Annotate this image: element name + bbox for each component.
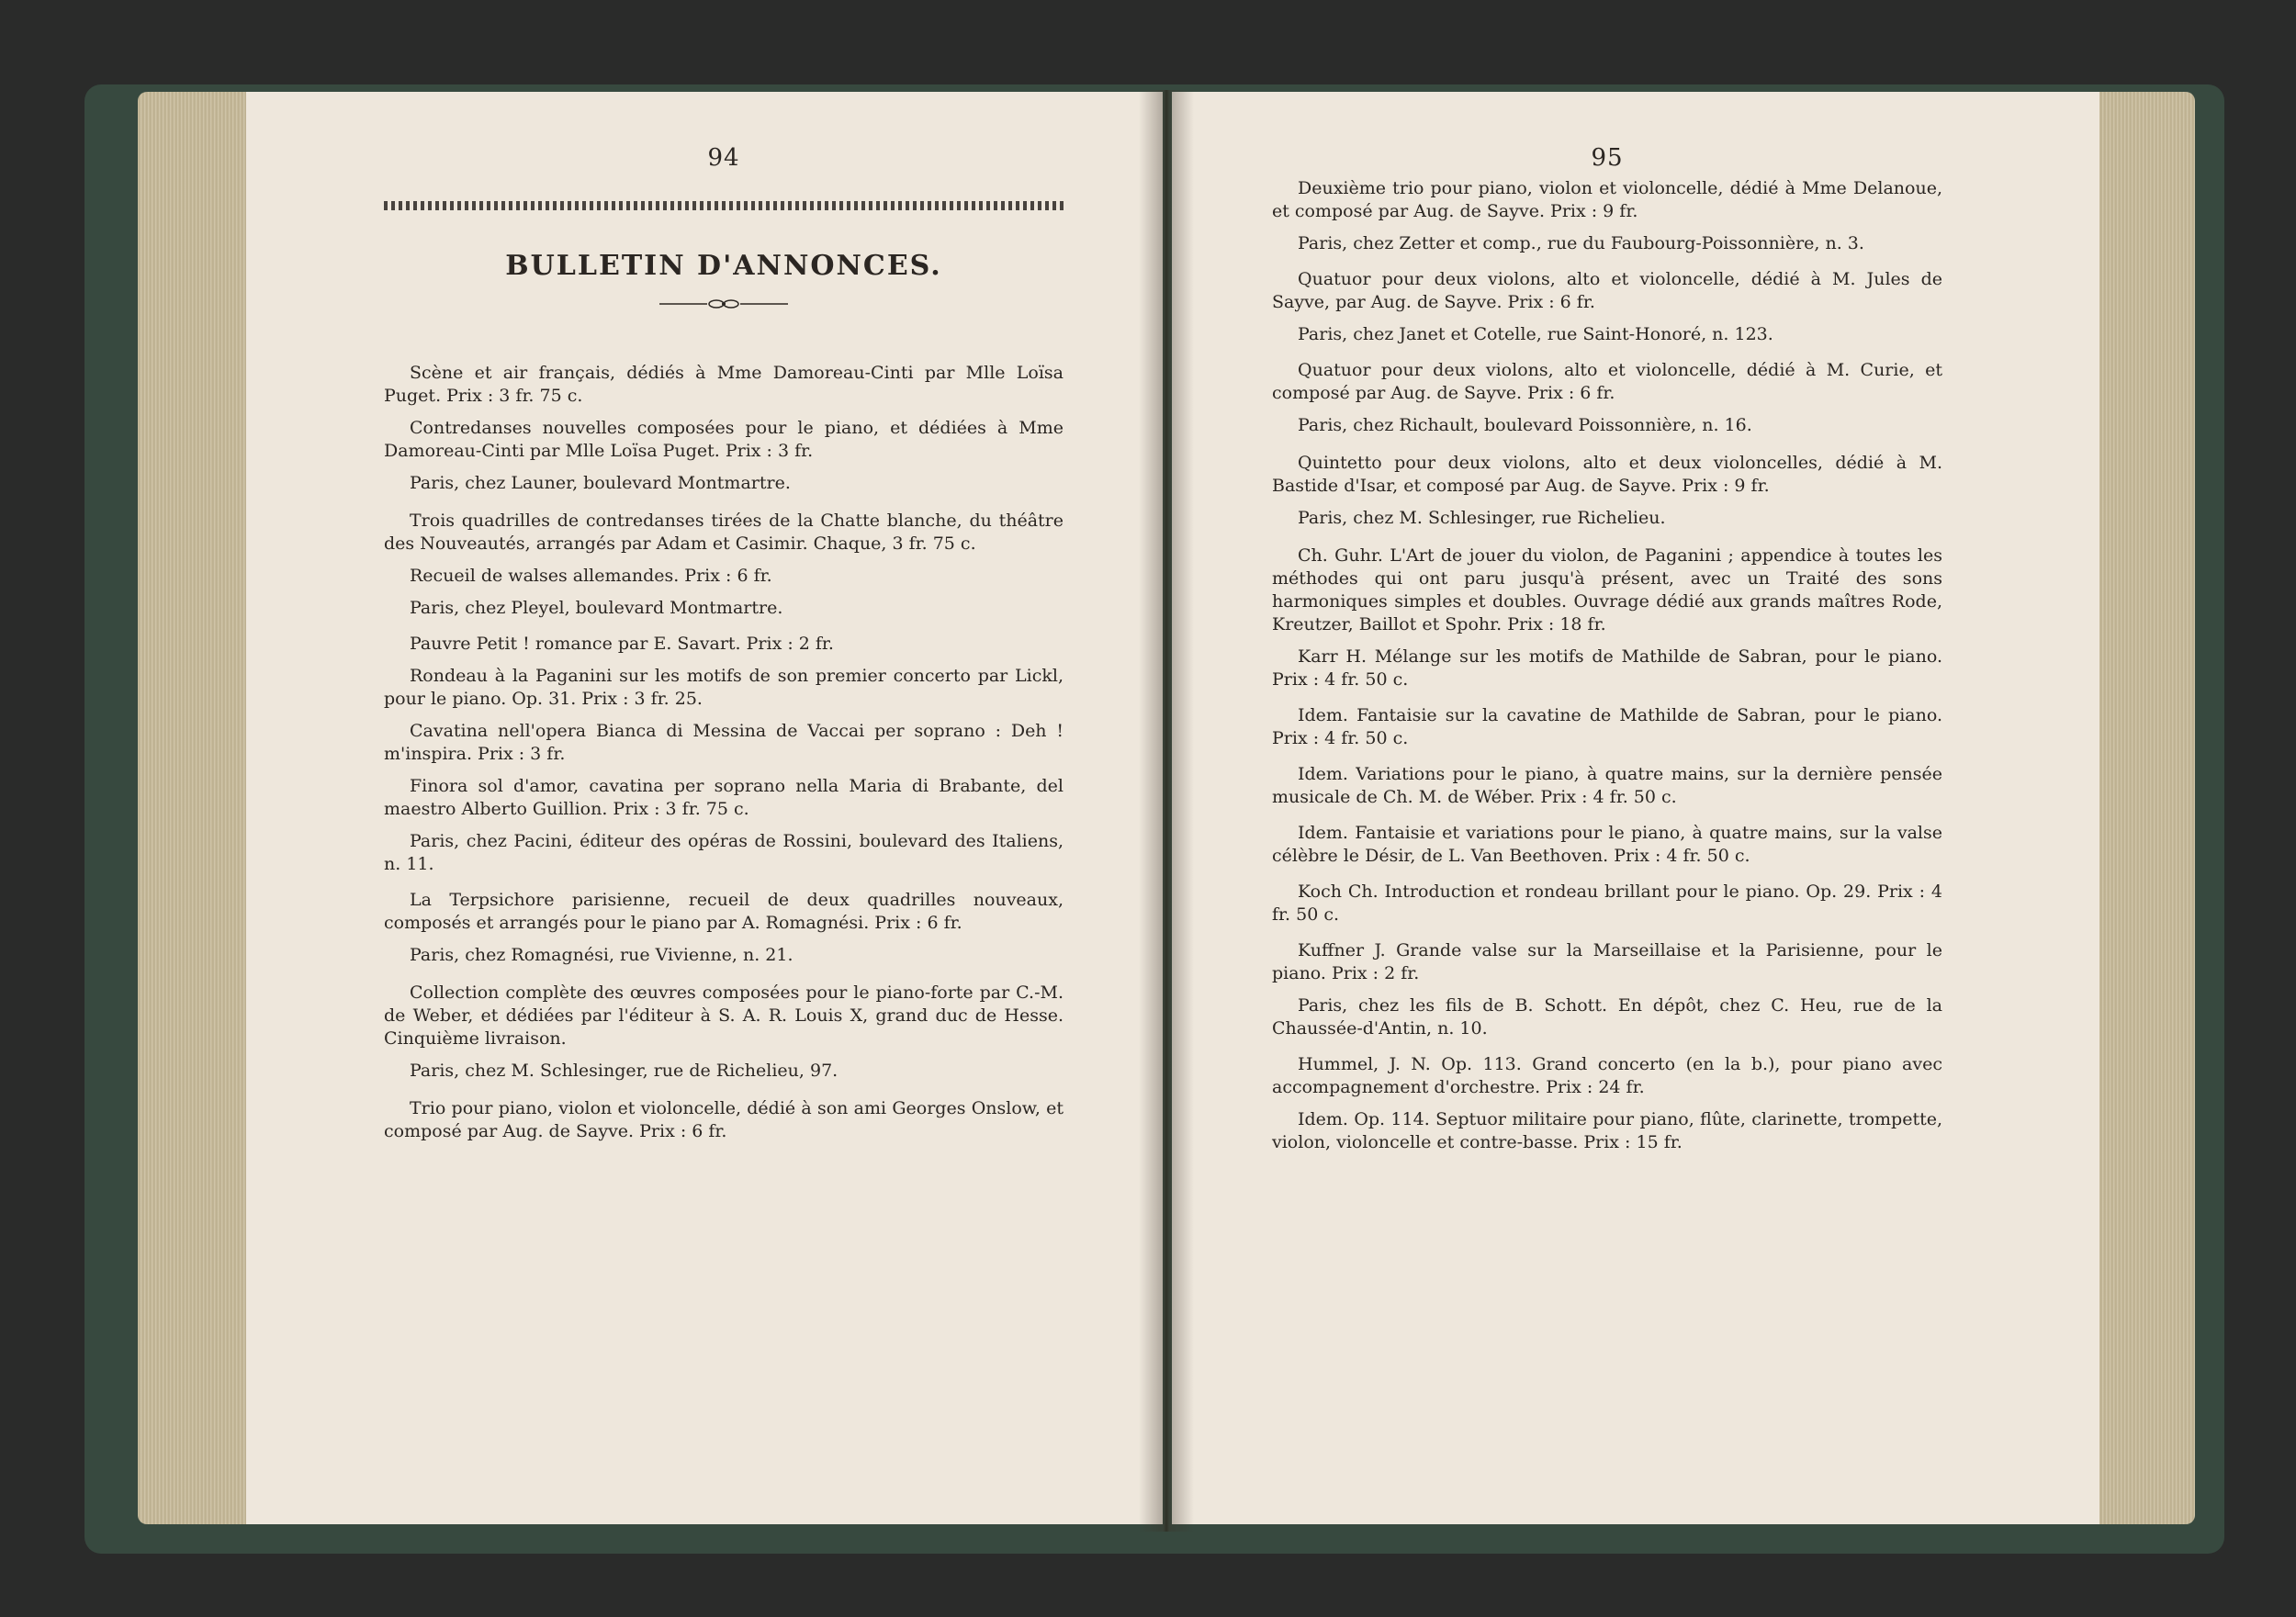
list-item: Paris, chez Zetter et comp., rue du Faubourg-Poissonnière, n. 3.	[1298, 233, 1864, 253]
list-item: Paris, chez Richault, boulevard Poissonnière, n. 16.	[1298, 415, 1752, 435]
list-item: Koch Ch. Introduction et rondeau brillant pour le piano. Op. 29. Prix : 4 fr. 50 c.	[1272, 881, 1942, 925]
list-item: Contredanses nouvelles composées pour le piano, et dédiées à Mme Damoreau-Cinti par Mlle Loïsa Puget. Prix : 3 fr.	[384, 418, 1064, 461]
list-item: Trio pour piano, violon et violoncelle, dédié à son ami Georges Onslow, et composé par Aug. de Sayve. Prix : 6 fr.	[384, 1098, 1064, 1141]
list-item: Quatuor pour deux violons, alto et violoncelle, dédié à M. Curie, et composé par Aug. de Sayve. Prix : 6 fr.	[1272, 360, 1942, 403]
list-item: Finora sol d'amor, cavatina per soprano nella Maria di Brabante, del maestro Alberto Guillion. Prix : 3 fr. 75 c.	[384, 776, 1064, 819]
left-page-content	[384, 144, 1064, 1152]
page-edges-right	[2085, 92, 2195, 1524]
list-item: Karr H. Mélange sur les motifs de Mathilde de Sabran, pour le piano. Prix : 4 fr. 50 c.	[1272, 646, 1942, 690]
list-item: Deuxième trio pour piano, violon et violoncelle, dédié à Mme Delanoue, et composé par Aug. de Sayve. Prix : 9 fr.	[1272, 178, 1942, 221]
decorative-rule	[384, 201, 1064, 210]
list-item: Paris, chez Janet et Cotelle, rue Saint-Honoré, n. 123.	[1298, 324, 1773, 344]
page-title: BULLETIN D'ANNONCES.	[505, 250, 942, 282]
list-item: Idem. Fantaisie sur la cavatine de Mathilde de Sabran, pour le piano. Prix : 4 fr. 50 c.	[1272, 705, 1942, 748]
list-item: Hummel, J. N. Op. 113. Grand concerto (en la b.), pour piano avec accompagnement d'orchestre. Prix : 24 fr.	[1272, 1054, 1942, 1097]
list-item: Recueil de walses allemandes. Prix : 6 fr.	[410, 566, 772, 586]
list-item: Trois quadrilles de contredanses tirées de la Chatte blanche, du théâtre des Nouveautés, arrangés par Adam et Casimir. Chaque, 3 fr. 75 c.	[384, 511, 1064, 554]
list-item: Ch. Guhr. L'Art de jouer du violon, de Paganini ; appendice à toutes les méthodes qui ont paru jusqu'à présent, avec un Traité des sons harmoniques simples et doubles. Ouvrage dédié aux grands maîtres Rode, Kreutzer, Baillot et Spohr. Prix : 18 fr.	[1272, 545, 1942, 634]
ornament-icon	[659, 298, 788, 310]
ornament-divider	[384, 298, 1064, 310]
announcement-list	[1272, 177, 1942, 1154]
list-item: Pauvre Petit ! romance par E. Savart. Prix : 2 fr.	[410, 634, 834, 654]
list-item: Kuffner J. Grande valse sur la Marseillaise et la Parisienne, pour le piano. Prix : 2 fr.	[1272, 940, 1942, 983]
list-item: Rondeau à la Paganini sur les motifs de son premier concerto par Lickl, pour le piano. Op. 31. Prix : 3 fr. 25.	[384, 666, 1064, 709]
list-item: Paris, chez M. Schlesinger, rue de Richelieu, 97.	[410, 1061, 838, 1081]
page-number: 94	[707, 144, 740, 172]
right-page-content	[1272, 144, 1942, 1163]
list-item: Idem. Variations pour le piano, à quatre mains, sur la dernière pensée musicale de Ch. M. de Wéber. Prix : 4 fr. 50 c.	[1272, 764, 1942, 807]
list-item: Collection complète des œuvres composées pour le piano-forte par C.-M. de Weber, et dédiées par l'éditeur à S. A. R. Louis X, grand duc de Hesse. Cinquième livraison.	[384, 983, 1064, 1049]
page-edges-left	[138, 92, 248, 1524]
list-item: Paris, chez Pleyel, boulevard Montmartre.	[410, 598, 783, 618]
book-gutter	[1139, 90, 1194, 1532]
list-item: Paris, chez Pacini, éditeur des opéras de Rossini, boulevard des Italiens, n. 11.	[384, 831, 1064, 874]
list-item: Quatuor pour deux violons, alto et violoncelle, dédié à M. Jules de Sayve, par Aug. de Sayve. Prix : 6 fr.	[1272, 269, 1942, 312]
list-item: Paris, chez Launer, boulevard Montmartre.	[410, 473, 791, 493]
list-item: Idem. Fantaisie et variations pour le piano, à quatre mains, sur la valse célèbre le Désir, de L. Van Beethoven. Prix : 4 fr. 50 c.	[1272, 823, 1942, 866]
list-item: Paris, chez Romagnési, rue Vivienne, n. 21.	[410, 945, 793, 965]
list-item: La Terpsichore parisienne, recueil de deux quadrilles nouveaux, composés et arrangés pour le piano par A. Romagnési. Prix : 6 fr.	[384, 890, 1064, 933]
announcement-list	[384, 362, 1064, 1143]
list-item: Paris, chez M. Schlesinger, rue Richelieu.	[1298, 508, 1666, 528]
list-item: Idem. Op. 114. Septuor militaire pour piano, flûte, clarinette, trompette, violon, violoncelle et contre-basse. Prix : 15 fr.	[1272, 1109, 1942, 1152]
list-item: Quintetto pour deux violons, alto et deux violoncelles, dédié à M. Bastide d'Isar, et composé par Aug. de Sayve. Prix : 9 fr.	[1272, 453, 1942, 496]
list-item: Scène et air français, dédiés à Mme Damoreau-Cinti par Mlle Loïsa Puget. Prix : 3 fr. 75 c.	[384, 363, 1064, 406]
list-item: Paris, chez les fils de B. Schott. En dépôt, chez C. Heu, rue de la Chaussée-d'Antin, n. 10.	[1272, 995, 1942, 1039]
page-number: 95	[1591, 144, 1624, 172]
list-item: Cavatina nell'opera Bianca di Messina de Vaccai per soprano : Deh ! m'inspira. Prix : 3 fr.	[384, 721, 1064, 764]
